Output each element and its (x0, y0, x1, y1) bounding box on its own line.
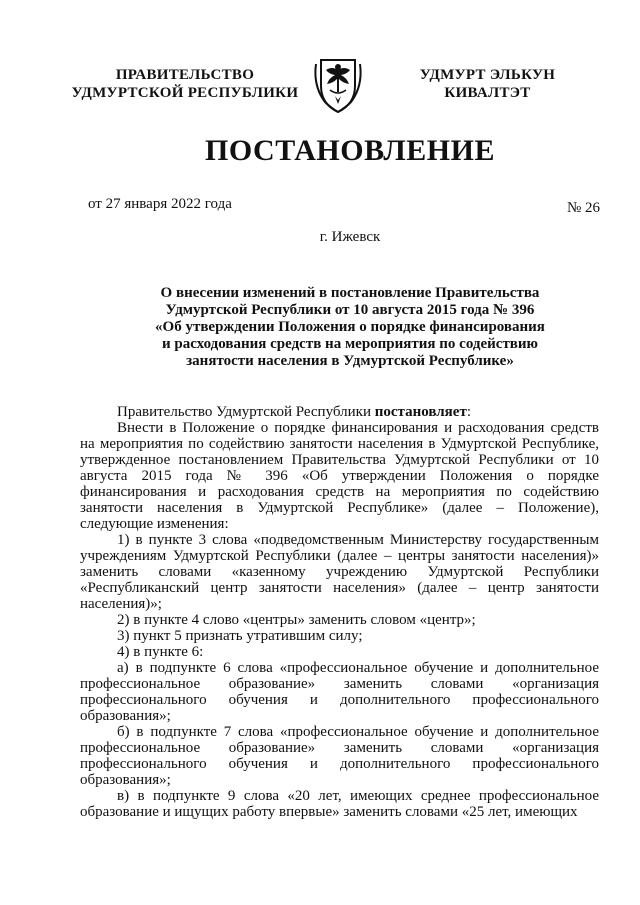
header-left (60, 66, 310, 102)
subject-line: и расходования средств на мероприятия по содействию (161, 336, 539, 352)
document-city: г. Ижевск (319, 229, 381, 245)
subject-line: занятости населения в Удмуртской Республике» (186, 353, 514, 369)
coat-of-arms-emblem (313, 56, 363, 114)
body-paragraph: 2) в пункте 4 слово «центры» заменить словом «центр»; (117, 612, 476, 628)
header-left-line1: ПРАВИТЕЛЬСТВО (115, 67, 255, 83)
document-date: от 27 января 2022 года (88, 196, 232, 212)
document-body (80, 404, 599, 820)
body-paragraph: Внести в Положение о порядке финансирования и расходования средств на мероприятия по содействию занятости населения в Удмуртской Республике, утвержденное постановлением Правительства Удмуртской Республики от 10 августа 2015 года № 396 «Об утверждении Положения о порядке финансирования и расходования средств на мероприятия по содействию занятости населения в Удмуртской Республике» (далее – Положение), следующие изменения: (80, 420, 599, 532)
document-title: ПОСТАНОВЛЕНИЕ (205, 134, 495, 167)
header-left-line2: УДМУРТСКОЙ РЕСПУБЛИКИ (71, 85, 299, 101)
body-paragraph: а) в подпункте 6 слова «профессиональное обучение и дополнительное профессиональное образование» заменить словами «организация профессионального обучения и дополнительного профессионального образования»; (80, 660, 599, 724)
intro-text: Правительство Удмуртской Республики (117, 404, 375, 420)
header-right-line1: УДМУРТ ЭЛЬКУН (419, 67, 556, 83)
document-number: № 26 (566, 200, 600, 216)
body-paragraph: 4) в пункте 6: (117, 644, 204, 660)
header-right-line2: КИВАЛТЭТ (444, 85, 531, 101)
body-paragraph: б) в подпункте 7 слова «профессиональное обучение и дополнительное профессиональное образование» заменить словами «организация профессионального обучения и дополнительного профессионального образования»; (80, 724, 599, 788)
subject-line: О внесении изменений в постановление Правительства (160, 285, 540, 301)
subject-line: Удмуртской Республики от 10 августа 2015 года № 396 (165, 302, 535, 318)
subject-line: «Об утверждении Положения о порядке финансирования (155, 319, 545, 335)
body-paragraph: 1) в пункте 3 слова «подведомственным Министерству государственным учреждениям Удмуртской Республики (далее – центры занятости населения)» заменить словами «казенному учреждению Удмуртской Республики «Республиканский центр занятости населения» (далее – центр занятости населения)»; (80, 532, 599, 612)
header-right (400, 66, 575, 102)
intro-verb: постановляет (374, 404, 467, 420)
body-paragraph: в) в подпункте 9 слова «20 лет, имеющих среднее профессиональное образование и ищущих работу впервые» заменить словами «25 лет, имеющих (80, 788, 599, 820)
body-paragraph: 3) пункт 5 признать утратившим силу; (117, 628, 363, 644)
intro-colon: : (466, 404, 471, 420)
body-intro (80, 404, 599, 420)
document-subject (0, 285, 640, 370)
